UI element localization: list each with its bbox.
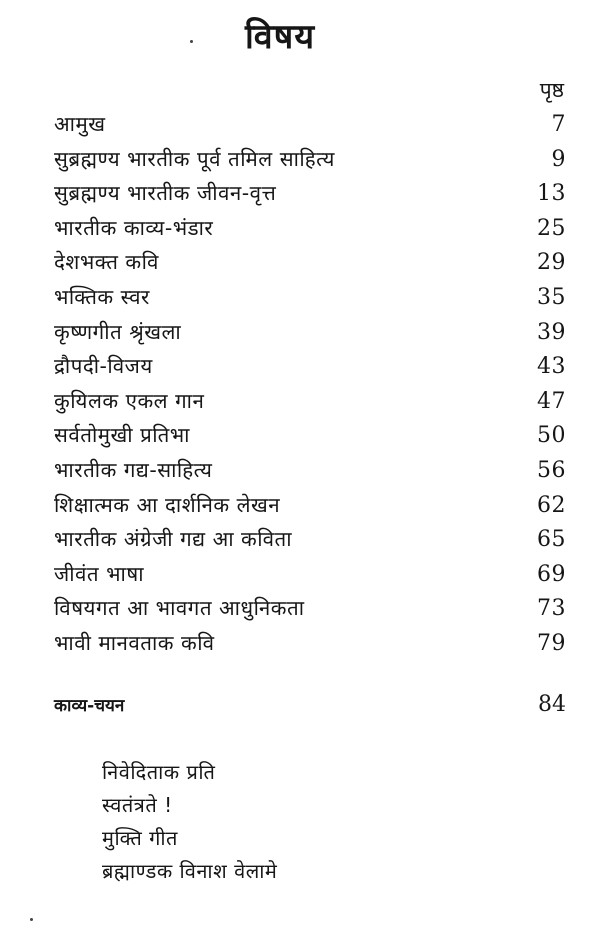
toc-entry [54, 629, 566, 664]
toc-entry-title: सर्वतोमुखी प्रतिभा [54, 423, 190, 448]
toc-entry-title: द्रौपदी-विजय [54, 354, 153, 379]
poem-title: मुक्ति गीत [102, 826, 178, 850]
toc-entry [54, 318, 566, 353]
toc-entry-title: विषयगत आ भावगत आधुनिकता [54, 596, 305, 621]
toc-entry-page-number: 56 [537, 457, 566, 483]
toc-entry-title: शिक्षात्मक आ दार्शनिक लेखन [54, 492, 281, 517]
toc-entry [54, 560, 566, 595]
print-speck [190, 40, 193, 43]
toc-entry-page-number: 25 [537, 215, 566, 241]
toc-entry-page-number: 43 [537, 354, 566, 380]
toc-entry [54, 214, 566, 249]
toc-entry-page-number: 9 [551, 146, 566, 172]
toc-entry [54, 179, 566, 214]
toc-entry [54, 525, 566, 560]
toc-entry-page-number: 50 [537, 423, 566, 449]
page-column-label: पृष्ठ [539, 78, 564, 102]
toc-entry-title: भारतीक गद्य-साहित्य [54, 457, 213, 482]
poem-title: स्वतंत्रते ! [102, 793, 173, 817]
toc-entry [54, 594, 566, 629]
toc-entry-page-number: 79 [537, 630, 566, 656]
poem-list [102, 758, 277, 890]
toc-entry-title: भारतीक काव्य-भंडार [54, 215, 214, 240]
poem-title: ब्रह्माण्डक विनाश वेलामे [102, 859, 278, 883]
toc-entry [54, 248, 566, 283]
toc-entry-title: भावी मानवताक कवि [54, 630, 215, 655]
section-page-number: 84 [538, 692, 566, 717]
toc-entry [54, 387, 566, 422]
toc-entry-page-number: 65 [537, 527, 566, 553]
page-title: विषय [244, 17, 316, 57]
section-heading-row [54, 692, 566, 717]
section-title: काव्य-चयन [54, 696, 125, 716]
toc-entry-page-number: 73 [537, 596, 566, 622]
toc-entry-title: भारतीक अंग्रेजी गद्य आ कविता [54, 527, 293, 552]
toc-entry-page-number: 47 [537, 388, 566, 414]
toc-entry-page-number: 62 [537, 492, 566, 518]
toc-entry [54, 145, 566, 180]
toc-entry-title: आमुख [54, 112, 106, 136]
toc-entry-title: देशभक्त कवि [54, 250, 159, 275]
toc-entry [54, 421, 566, 456]
toc-entry-title: सुब्रह्मण्य भारतीक पूर्व तमिल साहित्य [54, 146, 335, 171]
toc-entry-title: कृष्णगीत श्रृंखला [54, 319, 182, 344]
toc-entry [54, 456, 566, 491]
table-of-contents [54, 110, 566, 664]
toc-entry-page-number: 7 [551, 112, 566, 137]
toc-entry [54, 283, 566, 318]
toc-entry [54, 110, 566, 145]
toc-entry-page-number: 29 [537, 250, 566, 276]
toc-entry-page-number: 13 [537, 181, 566, 207]
toc-entry [54, 352, 566, 387]
toc-entry-title: भक्तिक स्वर [54, 284, 150, 309]
toc-entry-title: जीवंत भाषा [54, 561, 144, 586]
toc-entry-page-number: 39 [537, 319, 566, 345]
toc-entry-page-number: 35 [537, 284, 566, 310]
toc-entry-title: सुब्रह्मण्य भारतीक जीवन-वृत्त [54, 181, 277, 206]
toc-entry-page-number: 69 [537, 561, 566, 587]
poem-title: निवेदिताक प्रति [102, 760, 216, 784]
toc-entry [54, 491, 566, 526]
toc-entry-title: कुयिलक एकल गान [54, 388, 205, 413]
print-speck [30, 918, 33, 921]
